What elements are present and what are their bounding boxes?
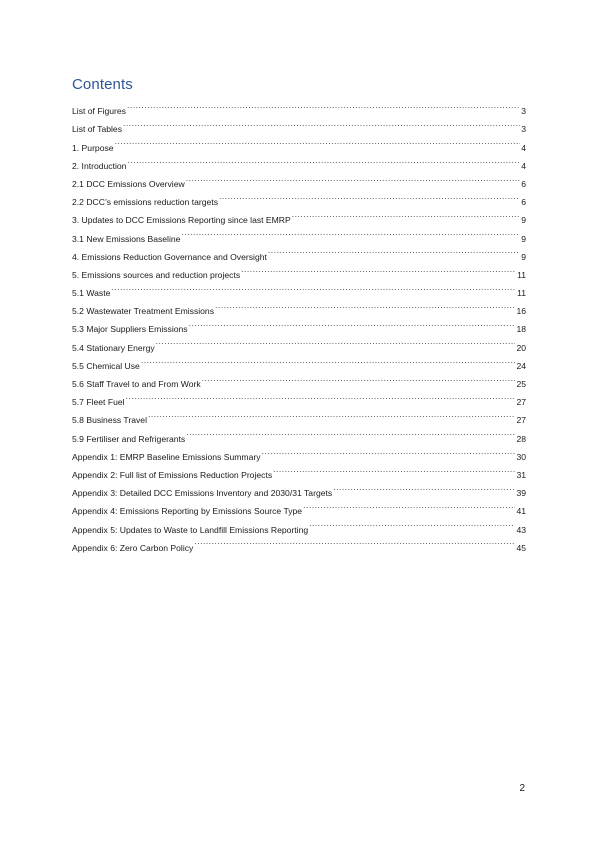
toc-entry-page[interactable]: 43 bbox=[516, 524, 526, 535]
toc-entry-page[interactable]: 28 bbox=[516, 433, 526, 444]
toc-dot-leader bbox=[202, 369, 516, 387]
toc-entry-page[interactable]: 6 bbox=[521, 197, 526, 208]
toc-entry-title[interactable]: 5.2 Wastewater Treatment Emissions bbox=[72, 306, 215, 317]
toc-entry-title[interactable]: 5.5 Chemical Use bbox=[72, 360, 140, 371]
toc-entry-title[interactable]: 5. Emissions sources and reduction projects bbox=[72, 269, 241, 280]
toc-entry-page[interactable]: 27 bbox=[516, 397, 526, 408]
toc-entry[interactable] bbox=[72, 151, 526, 169]
toc-entry-title[interactable]: 5.1 Waste bbox=[72, 288, 111, 299]
toc-dot-leader bbox=[148, 405, 515, 423]
toc-dot-leader bbox=[127, 151, 520, 169]
toc-dot-leader bbox=[273, 460, 515, 478]
toc-entry-page[interactable]: 41 bbox=[516, 506, 526, 517]
toc-entry-page[interactable]: 25 bbox=[516, 379, 526, 389]
toc-entry-title[interactable]: 5.3 Major Suppliers Emissions bbox=[72, 324, 188, 335]
toc-dot-leader bbox=[181, 223, 520, 241]
toc-entry-title[interactable]: 5.7 Fleet Fuel bbox=[72, 397, 125, 408]
toc-entry[interactable] bbox=[72, 169, 526, 187]
toc-entry-page[interactable]: 27 bbox=[516, 415, 526, 426]
toc-dot-leader bbox=[194, 533, 515, 551]
toc-dot-leader bbox=[215, 296, 515, 314]
toc-entry-title[interactable]: 5.6 Staff Travel to and From Work bbox=[72, 379, 201, 389]
toc-entry[interactable] bbox=[72, 132, 526, 153]
toc-dot-leader bbox=[189, 314, 516, 332]
toc-entry-title[interactable]: 4. Emissions Reduction Governance and Oversight bbox=[72, 251, 267, 262]
toc-entry-page[interactable]: 20 bbox=[516, 342, 526, 353]
toc-dot-leader bbox=[186, 169, 521, 187]
toc-entry-title[interactable]: 5.9 Fertiliser and Refrigerants bbox=[72, 433, 186, 444]
toc-entry-page[interactable]: 11 bbox=[517, 269, 526, 280]
toc-entry-title[interactable]: List of Figures bbox=[72, 106, 126, 117]
toc-entry-page[interactable]: 9 bbox=[521, 215, 526, 226]
toc-heading: Contents bbox=[72, 76, 133, 93]
toc-entry-title[interactable]: 2.2 DCC’s emissions reduction targets bbox=[72, 197, 218, 208]
toc-entry-page[interactable]: 24 bbox=[516, 360, 526, 371]
toc-dot-leader bbox=[123, 114, 520, 132]
toc-entry-title[interactable]: Appendix 6: Zero Carbon Policy bbox=[72, 542, 194, 553]
page-number: 2 bbox=[519, 783, 525, 794]
toc-entry-page[interactable]: 18 bbox=[516, 324, 526, 335]
toc-entry-page[interactable]: 30 bbox=[516, 451, 526, 462]
toc-dot-leader bbox=[115, 132, 521, 150]
toc-entry-title[interactable]: Appendix 3: Detailed DCC Emissions Inventory and 2030/31 Targets bbox=[72, 488, 333, 499]
toc-dot-leader bbox=[141, 351, 516, 369]
toc-entry-page[interactable]: 16 bbox=[516, 306, 526, 317]
toc-entry-page[interactable]: 4 bbox=[521, 160, 526, 171]
toc-dot-leader bbox=[262, 442, 516, 460]
toc-entry[interactable] bbox=[72, 387, 526, 408]
toc-entry-title[interactable]: 2. Introduction bbox=[72, 160, 127, 171]
toc-dot-leader bbox=[333, 478, 515, 496]
toc-dot-leader bbox=[127, 96, 520, 114]
toc-entry[interactable] bbox=[72, 296, 526, 317]
toc-entry-page[interactable]: 4 bbox=[521, 142, 526, 153]
toc-dot-leader bbox=[309, 514, 515, 532]
toc-entry[interactable] bbox=[72, 96, 526, 117]
toc-dot-leader bbox=[126, 387, 516, 405]
toc-entry-title[interactable]: 3.1 New Emissions Baseline bbox=[72, 233, 181, 244]
toc-entry-page[interactable]: 9 bbox=[521, 233, 526, 244]
toc-entry-title[interactable]: 5.4 Stationary Energy bbox=[72, 342, 155, 353]
toc-dot-leader bbox=[241, 260, 516, 278]
toc-entry-title[interactable]: 1. Purpose bbox=[72, 142, 114, 153]
toc-entry[interactable] bbox=[72, 405, 526, 426]
toc-entry-page[interactable]: 39 bbox=[516, 488, 526, 499]
toc-entry-page[interactable]: 45 bbox=[516, 542, 526, 553]
toc-entry-title[interactable]: 5.8 Business Travel bbox=[72, 415, 147, 426]
toc-dot-leader bbox=[156, 332, 516, 350]
toc-entry-title[interactable]: 3. Updates to DCC Emissions Reporting since last EMRP bbox=[72, 215, 291, 226]
toc-entry-title[interactable]: List of Tables bbox=[72, 124, 123, 135]
toc-dot-leader bbox=[268, 242, 520, 260]
toc-entry-title[interactable]: Appendix 2: Full list of Emissions Reduction Projects bbox=[72, 469, 273, 480]
toc-entry[interactable] bbox=[72, 278, 526, 299]
toc-entry-title[interactable]: Appendix 5: Updates to Waste to Landfill Emissions Reporting bbox=[72, 524, 309, 535]
toc-entry[interactable] bbox=[72, 351, 526, 369]
toc-entry-page[interactable]: 3 bbox=[521, 106, 526, 117]
toc-list bbox=[72, 96, 526, 551]
toc-dot-leader bbox=[292, 205, 520, 223]
toc-entry-page[interactable]: 6 bbox=[521, 178, 526, 189]
toc-entry-title[interactable]: 2.1 DCC Emissions Overview bbox=[72, 178, 185, 189]
toc-entry-page[interactable]: 11 bbox=[517, 288, 526, 299]
toc-dot-leader bbox=[111, 278, 516, 296]
toc-entry-page[interactable]: 9 bbox=[521, 251, 526, 262]
toc-dot-leader bbox=[186, 423, 515, 441]
toc-entry-page[interactable]: 31 bbox=[516, 469, 526, 480]
toc-dot-leader bbox=[219, 187, 520, 205]
toc-entry[interactable] bbox=[72, 114, 526, 135]
toc-entry-title[interactable]: Appendix 4: Emissions Reporting by Emissions Source Type bbox=[72, 506, 303, 517]
toc-dot-leader bbox=[303, 496, 515, 514]
toc-entry-title[interactable]: Appendix 1: EMRP Baseline Emissions Summary bbox=[72, 451, 261, 462]
toc-entry-page[interactable]: 3 bbox=[521, 124, 526, 135]
